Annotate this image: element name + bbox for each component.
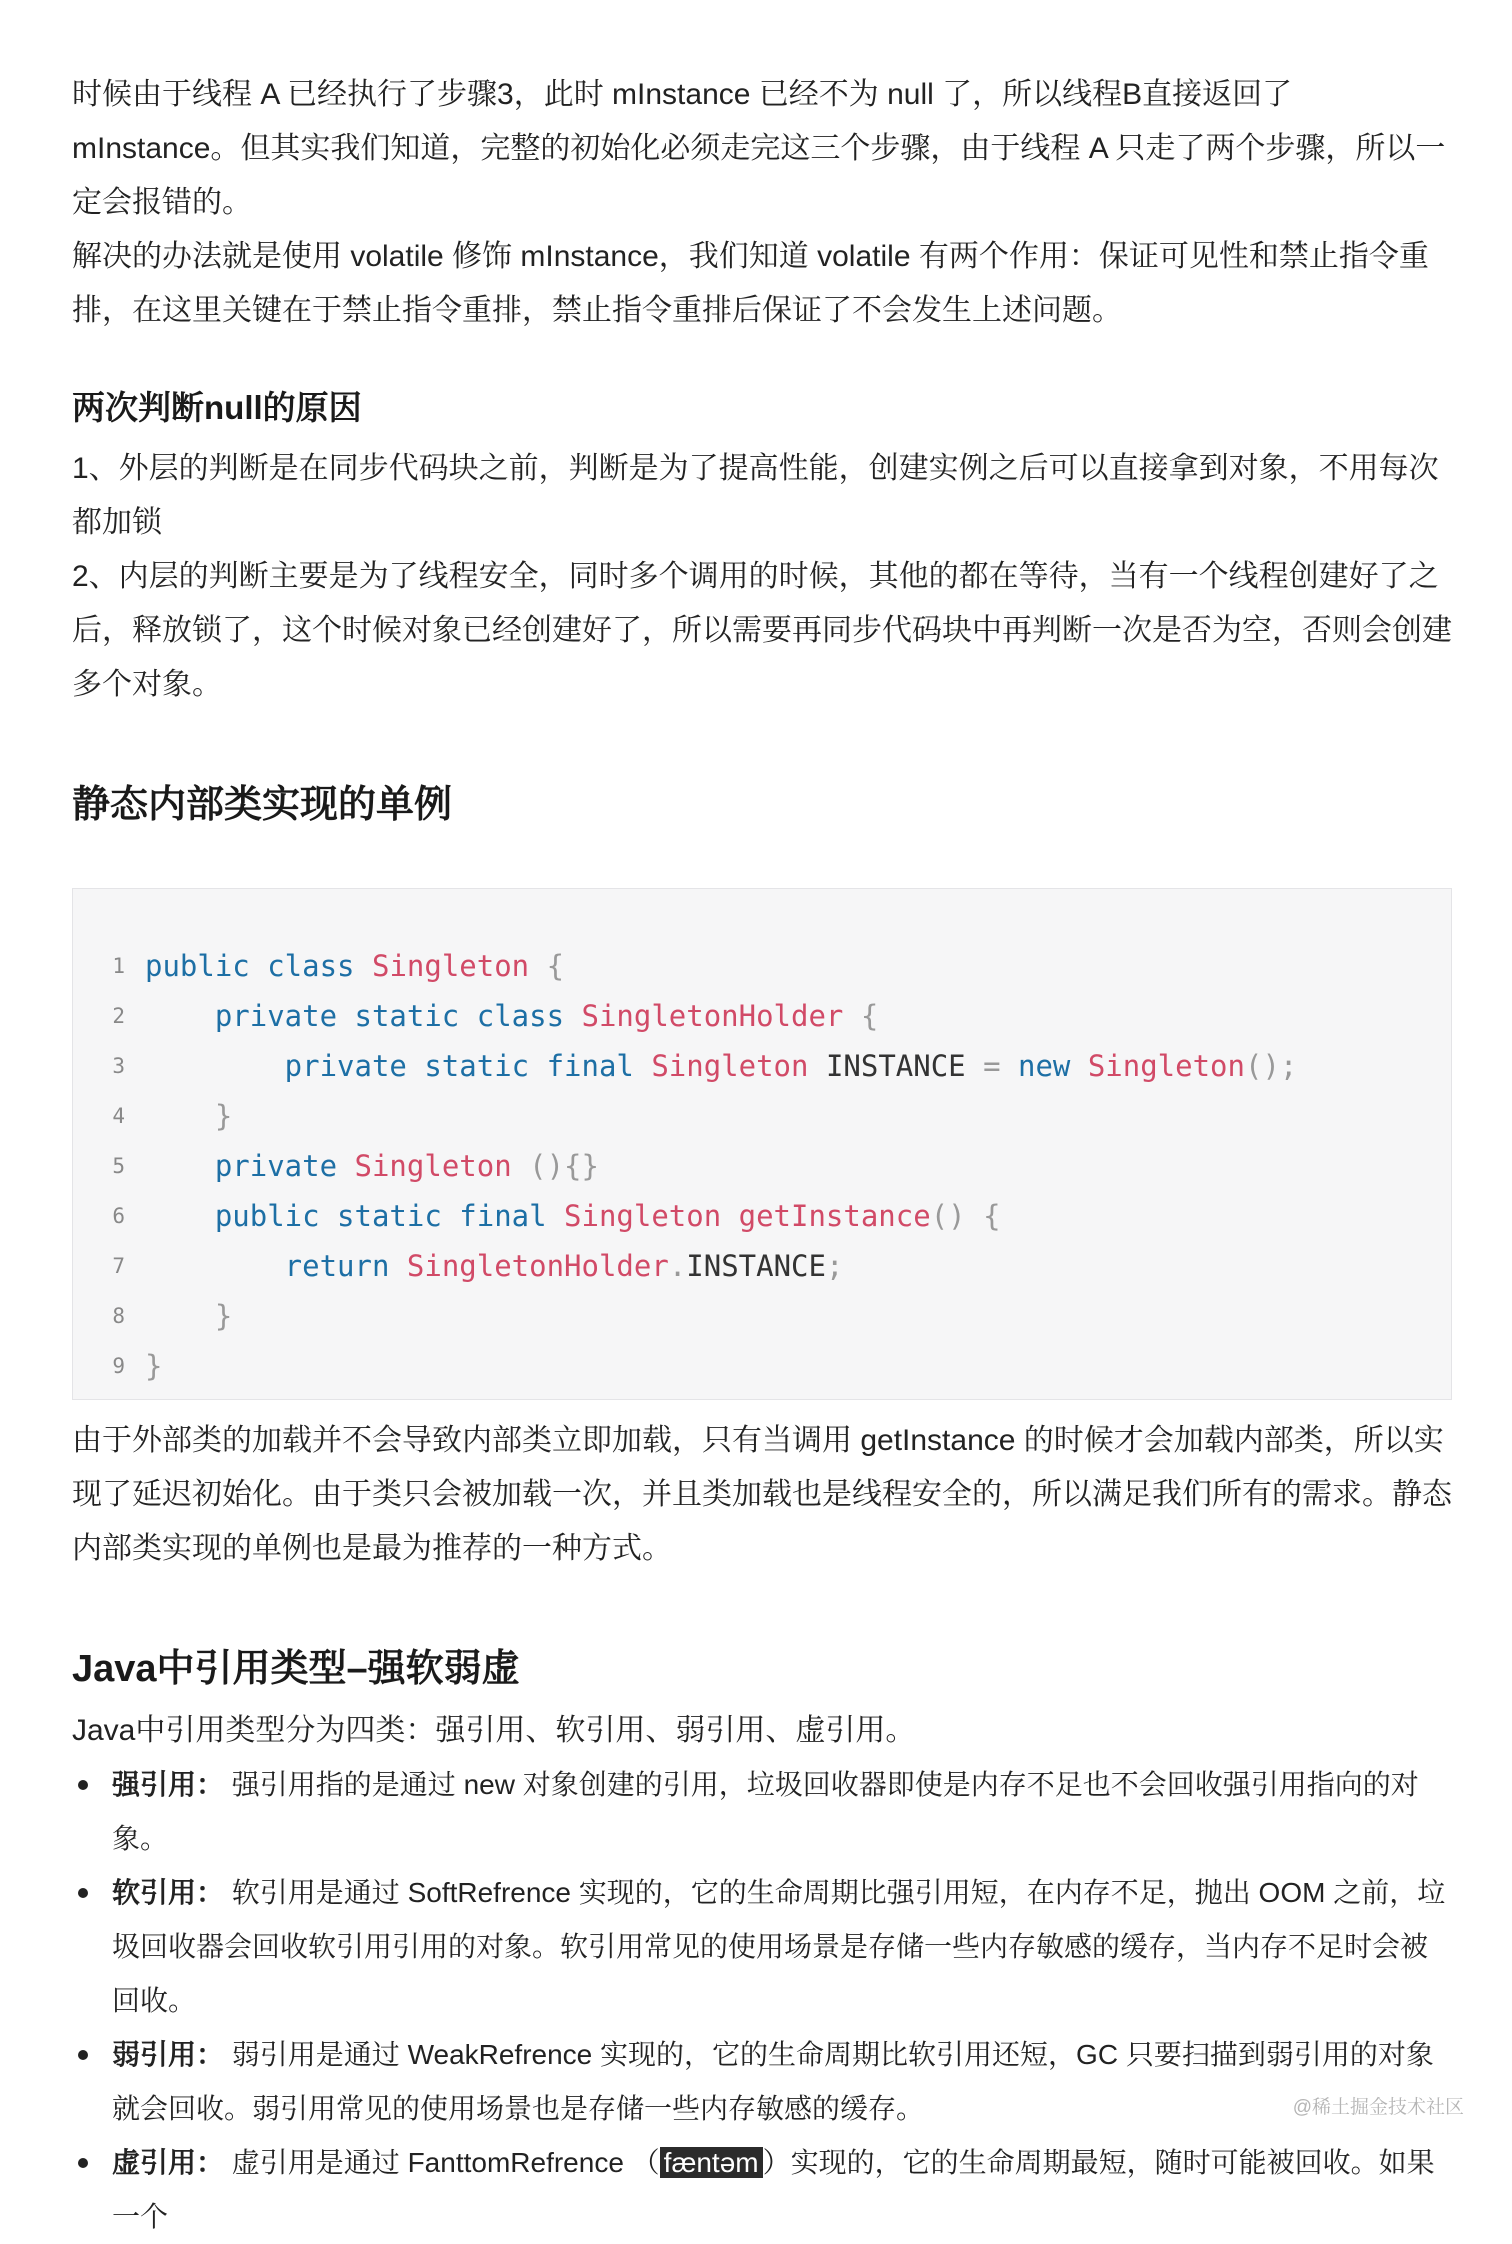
code-line (73, 1041, 1451, 1091)
code-token: = (983, 1049, 1018, 1083)
code-token: Singleton (1087, 1049, 1245, 1083)
code-token: Singleton (354, 1149, 530, 1183)
bullet-icon (78, 1888, 88, 1898)
line-number: 9 (112, 1354, 125, 1378)
code-token: INSTANCE (825, 1049, 984, 1083)
term: 强引用： (112, 1769, 225, 1800)
code-token: public static final (145, 1199, 565, 1233)
code-token: } (145, 1099, 233, 1133)
code-token: public class (145, 949, 372, 983)
code-token: new (1018, 1049, 1088, 1083)
code-token: . (668, 1249, 687, 1283)
code-token: { (843, 999, 879, 1033)
list-item-strong (72, 1758, 1452, 1866)
code-token: Singleton (651, 1049, 826, 1083)
line-number: 4 (112, 1104, 125, 1128)
description: 软引用是通过 SoftRefrence 实现的，它的生命周期比强引用短，在内存不足，抛出 OOM 之前，垃圾回收器会回收软引用引用的对象。软引用常见的使用场景是存储一些内存敏感的缓存，当内存不足时会被回收。 (112, 1877, 1446, 2016)
intro-paragraph-2: 解决的办法就是使用 volatile 修饰 mInstance，我们知道 volatile 有两个作用：保证可见性和禁止指令重排，在这里关键在于禁止指令重排，禁止指令重排后保证了不会发生上述问题。 (72, 240, 1429, 327)
code-token: SingletonHolder (406, 1249, 669, 1283)
code-token: private static final (145, 1049, 652, 1083)
static-inner-heading: 静态内部类实现的单例 (72, 784, 453, 826)
list-item-soft (72, 1866, 1452, 2028)
line-number: 6 (112, 1204, 125, 1228)
code-token: } (145, 1299, 233, 1333)
description-end: ）实现的，它的生命周期最短，随时可能被回收。如果一个 (112, 2147, 1435, 2232)
code-token: () { (930, 1199, 1001, 1233)
double-check-heading: 两次判断null的原因 (72, 389, 362, 426)
bullet-icon (78, 2158, 88, 2168)
code-line (73, 1141, 1451, 1191)
article-content (72, 68, 1452, 2244)
static-inner-paragraph: 由于外部类的加载并不会导致内部类立即加载，只有当调用 getInstance 的时候才会加载内部类，所以实现了延迟初始化。由于类只会被加载一次，并且类加载也是线程安全的，所以满足我们所有的需求。静态内部类实现的单例也是最为推荐的一种方式。 (72, 1424, 1452, 1565)
line-number: 3 (112, 1054, 125, 1078)
code-line (73, 1341, 1451, 1391)
line-number: 1 (112, 954, 125, 978)
term: 虚引用： (112, 2147, 225, 2178)
description: 强引用指的是通过 new 对象创建的引用，垃圾回收器即使是内存不足也不会回收强引用指向的对象。 (112, 1769, 1419, 1854)
double-check-paragraph-2: 2、内层的判断主要是为了线程安全，同时多个调用的时候，其他的都在等待，当有一个线程创建好了之后，释放锁了，这个时候对象已经创建好了，所以需要再同步代码块中再判断一次是否为空，否则会创建多个对象。 (72, 560, 1452, 701)
list-item-weak (72, 2028, 1452, 2136)
code-token: Singleton (371, 949, 530, 983)
phonetic-highlight: fæntəm (660, 2147, 763, 2178)
code-block (72, 888, 1452, 1400)
code-line (73, 1191, 1451, 1241)
code-token: ; (825, 1249, 844, 1283)
line-number: 2 (112, 1004, 125, 1028)
description: 弱引用是通过 WeakRefrence 实现的，它的生命周期比软引用还短，GC 只要扫描到弱引用的对象就会回收。弱引用常见的使用场景也是存储一些内存敏感的缓存。 (112, 2039, 1434, 2124)
code-token: private static class (145, 999, 582, 1033)
code-token: { (529, 949, 565, 983)
code-token: private (145, 1149, 355, 1183)
code-token: SingletonHolder (581, 999, 844, 1033)
description-start: 虚引用是通过 FanttomRefrence （ (224, 2147, 660, 2178)
code-line (73, 941, 1451, 991)
bullet-icon (78, 2050, 88, 2060)
code-line (73, 1291, 1451, 1341)
code-token: } (145, 1349, 163, 1383)
reference-type-list (72, 1758, 1452, 2244)
code-token: INSTANCE (686, 1249, 826, 1283)
java-refs-heading: Java中引用类型–强软弱虚 (72, 1648, 520, 1690)
line-number: 5 (112, 1154, 125, 1178)
code-token: (){} (529, 1149, 599, 1183)
code-line (73, 1091, 1451, 1141)
intro-paragraph-1: 时候由于线程 A 已经执行了步骤3，此时 mInstance 已经不为 null 了，所以线程B直接返回了 mInstance。但其实我们知道，完整的初始化必须走完这三个步骤，由于线程 A 只走了两个步骤，所以一定会报错的。 (72, 78, 1446, 219)
bullet-icon (78, 1780, 88, 1790)
term: 软引用： (112, 1877, 225, 1908)
line-number: 8 (112, 1304, 125, 1328)
java-refs-intro: Java中引用类型分为四类：强引用、软引用、弱引用、虚引用。 (72, 1714, 916, 1747)
code-line (73, 1241, 1451, 1291)
term: 弱引用： (112, 2039, 225, 2070)
list-item-phantom (72, 2136, 1452, 2244)
double-check-paragraph-1: 1、外层的判断是在同步代码块之前，判断是为了提高性能，创建实例之后可以直接拿到对象，不用每次都加锁 (72, 452, 1439, 539)
code-token: return (145, 1249, 407, 1283)
code-token: Singleton getInstance (564, 1199, 931, 1233)
watermark: @稀土掘金技术社区 (1292, 2097, 1464, 2118)
code-line (73, 991, 1451, 1041)
line-number: 7 (112, 1254, 125, 1278)
code-token: (); (1244, 1049, 1298, 1083)
